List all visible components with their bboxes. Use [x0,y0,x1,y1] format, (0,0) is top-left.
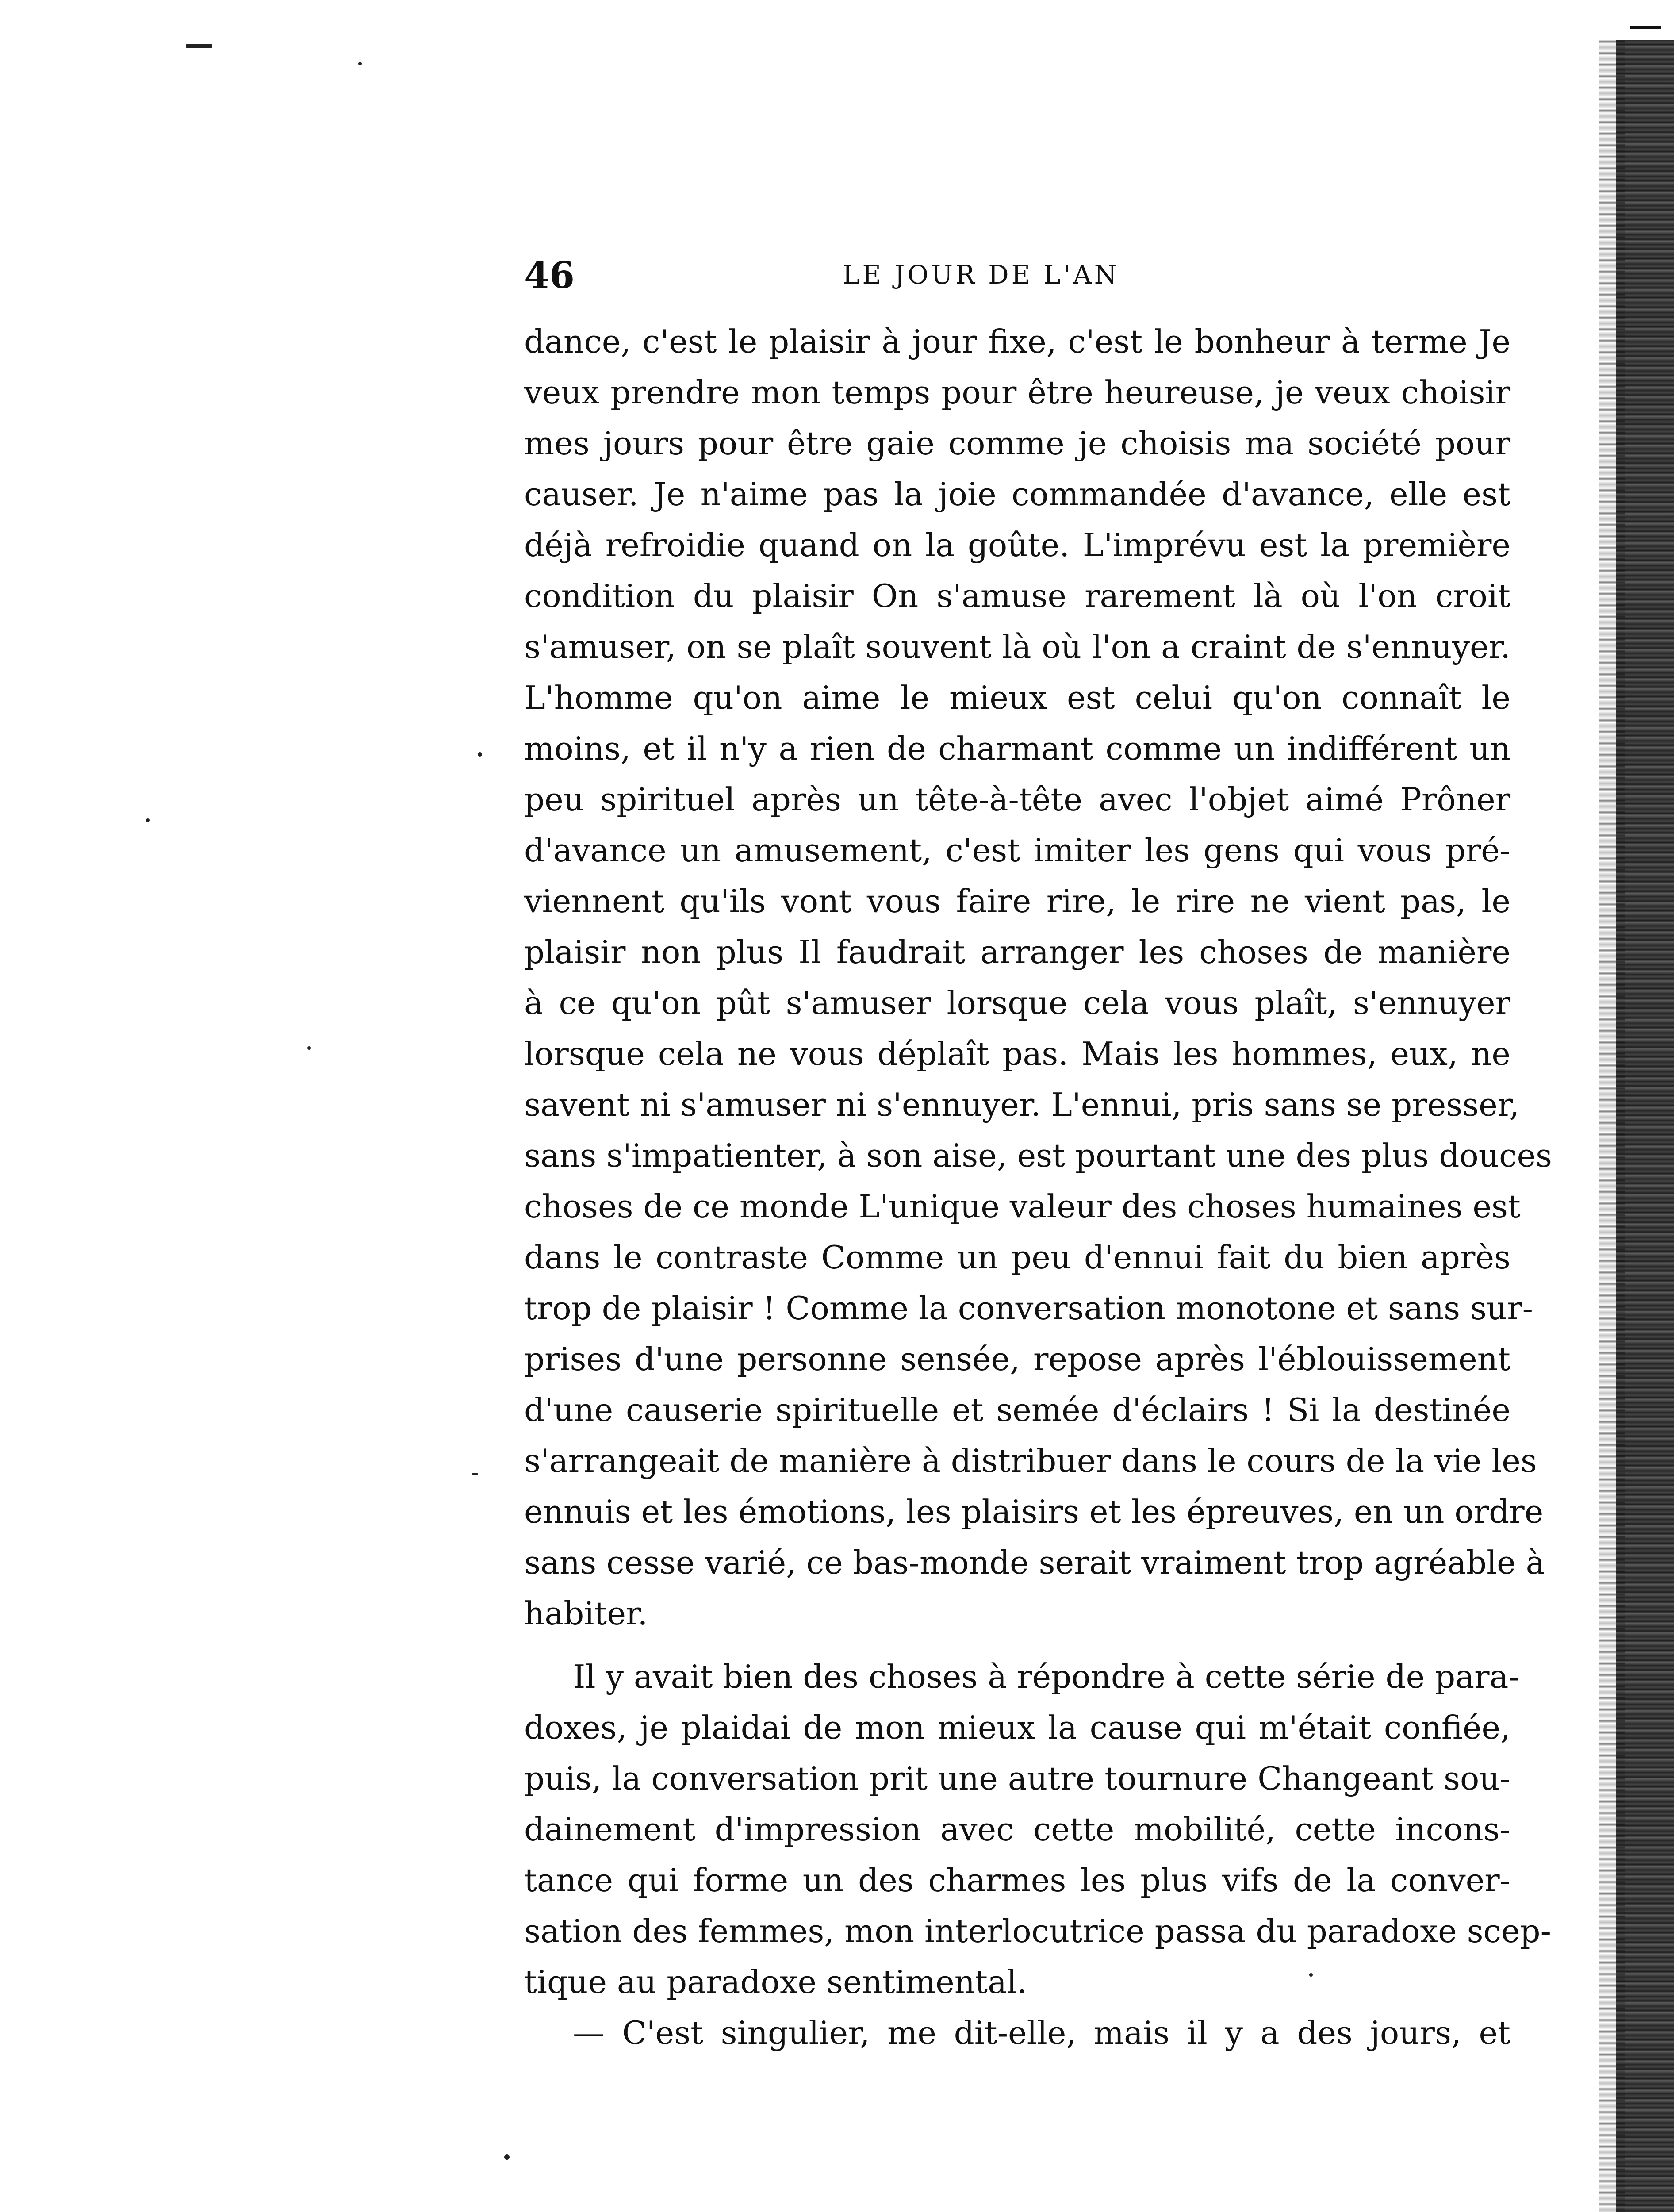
scan-speck [146,818,150,822]
paragraph-gap [524,1639,1510,1651]
text-line: causer. Je n'aime pas la joie commandée d'avance, elle est [524,476,1510,513]
scanned-page-edge-shadow [1598,40,1625,2212]
page-header [524,254,1510,303]
text-line: dance, c'est le plaisir à jour fixe, c'est le bonheur à terme Je [524,323,1510,360]
text-line: savent ni s'amuser ni s'ennuyer. L'ennui, pris sans se presser, [524,1086,1520,1123]
text-line: prises d'une personne sensée, repose après l'éblouissement [524,1340,1510,1378]
text-line: tique au paradoxe sentimental. [524,1963,1027,2001]
text-line: sation des femmes, mon interlocutrice passa du paradoxe scep- [524,1912,1551,1950]
text-line: déjà refroidie quand on la goûte. L'imprévu est la première [524,526,1510,564]
text-line: d'une causerie spirituelle et semée d'éclairs ! Si la destinée [524,1391,1510,1429]
text-line: habiter. [524,1595,648,1632]
text-line: s'arrangeait de manière à distribuer dans le cours de la vie les [524,1442,1537,1479]
running-title: LE JOUR DE L'AN [843,260,1119,290]
text-line: viennent qu'ils vont vous faire rire, le rire ne vient pas, le [524,883,1510,920]
scan-speck [472,1473,478,1475]
scan-speck [478,752,482,757]
body-text [524,316,1552,2058]
scan-edge-mark [1630,26,1661,29]
text-line: dans le contraste Comme un peu d'ennui fait du bien après [524,1239,1510,1276]
text-line: doxes, je plaidai de mon mieux la cause qui m'était confiée, [524,1709,1510,1746]
text-line: plaisir non plus Il faudrait arranger les choses de manière [524,933,1510,971]
scanned-page-edge [1616,40,1674,2212]
text-line: L'homme qu'on aime le mieux est celui qu'on connaît le [524,679,1510,716]
text-line: s'amuser, on se plaît souvent là où l'on a craint de s'ennuyer. [524,628,1510,665]
text-line: Il y avait bien des choses à répondre à cette série de para- [573,1658,1519,1695]
text-line: ennuis et les émotions, les plaisirs et les épreuves, en un ordre [524,1493,1544,1530]
text-line: condition du plaisir On s'amuse rarement là où l'on croit [524,577,1510,614]
text-line: choses de ce monde L'unique valeur des choses humaines est [524,1188,1521,1225]
scan-speck [186,44,212,48]
text-line: sans s'impatienter, à son aise, est pourtant une des plus douces [524,1137,1552,1174]
scan-speck [358,62,362,65]
page-number: 46 [524,254,575,297]
text-line: peu spirituel après un tête-à-tête avec l'objet aimé Prôner [524,781,1510,818]
text-line: à ce qu'on pût s'amuser lorsque cela vous plaît, s'ennuyer [524,984,1510,1022]
text-line: sans cesse varié, ce bas-monde serait vraiment trop agréable à [524,1544,1545,1581]
text-line: veux prendre mon temps pour être heureuse, je veux choisir [524,374,1510,411]
scan-speck [504,2154,510,2160]
text-line: mes jours pour être gaie comme je choisis ma société pour [524,425,1510,462]
text-line: trop de plaisir ! Comme la conversation monotone et sans sur- [524,1290,1533,1327]
text-line: tance qui forme un des charmes les plus vifs de la conver- [524,1862,1510,1899]
text-line: puis, la conversation prit une autre tournure Changeant sou- [524,1760,1510,1797]
text-line: d'avance un amusement, c'est imiter les gens qui vous pré- [524,832,1510,869]
text-line: — C'est singulier, me dit-elle, mais il y a des jours, et [573,2014,1510,2051]
scan-speck [307,1046,311,1050]
text-line: lorsque cela ne vous déplaît pas. Mais les hommes, eux, ne [524,1035,1510,1072]
text-line: moins, et il n'y a rien de charmant comme un indifférent un [524,730,1510,767]
text-line: dainement d'impression avec cette mobilité, cette incons- [524,1811,1510,1848]
